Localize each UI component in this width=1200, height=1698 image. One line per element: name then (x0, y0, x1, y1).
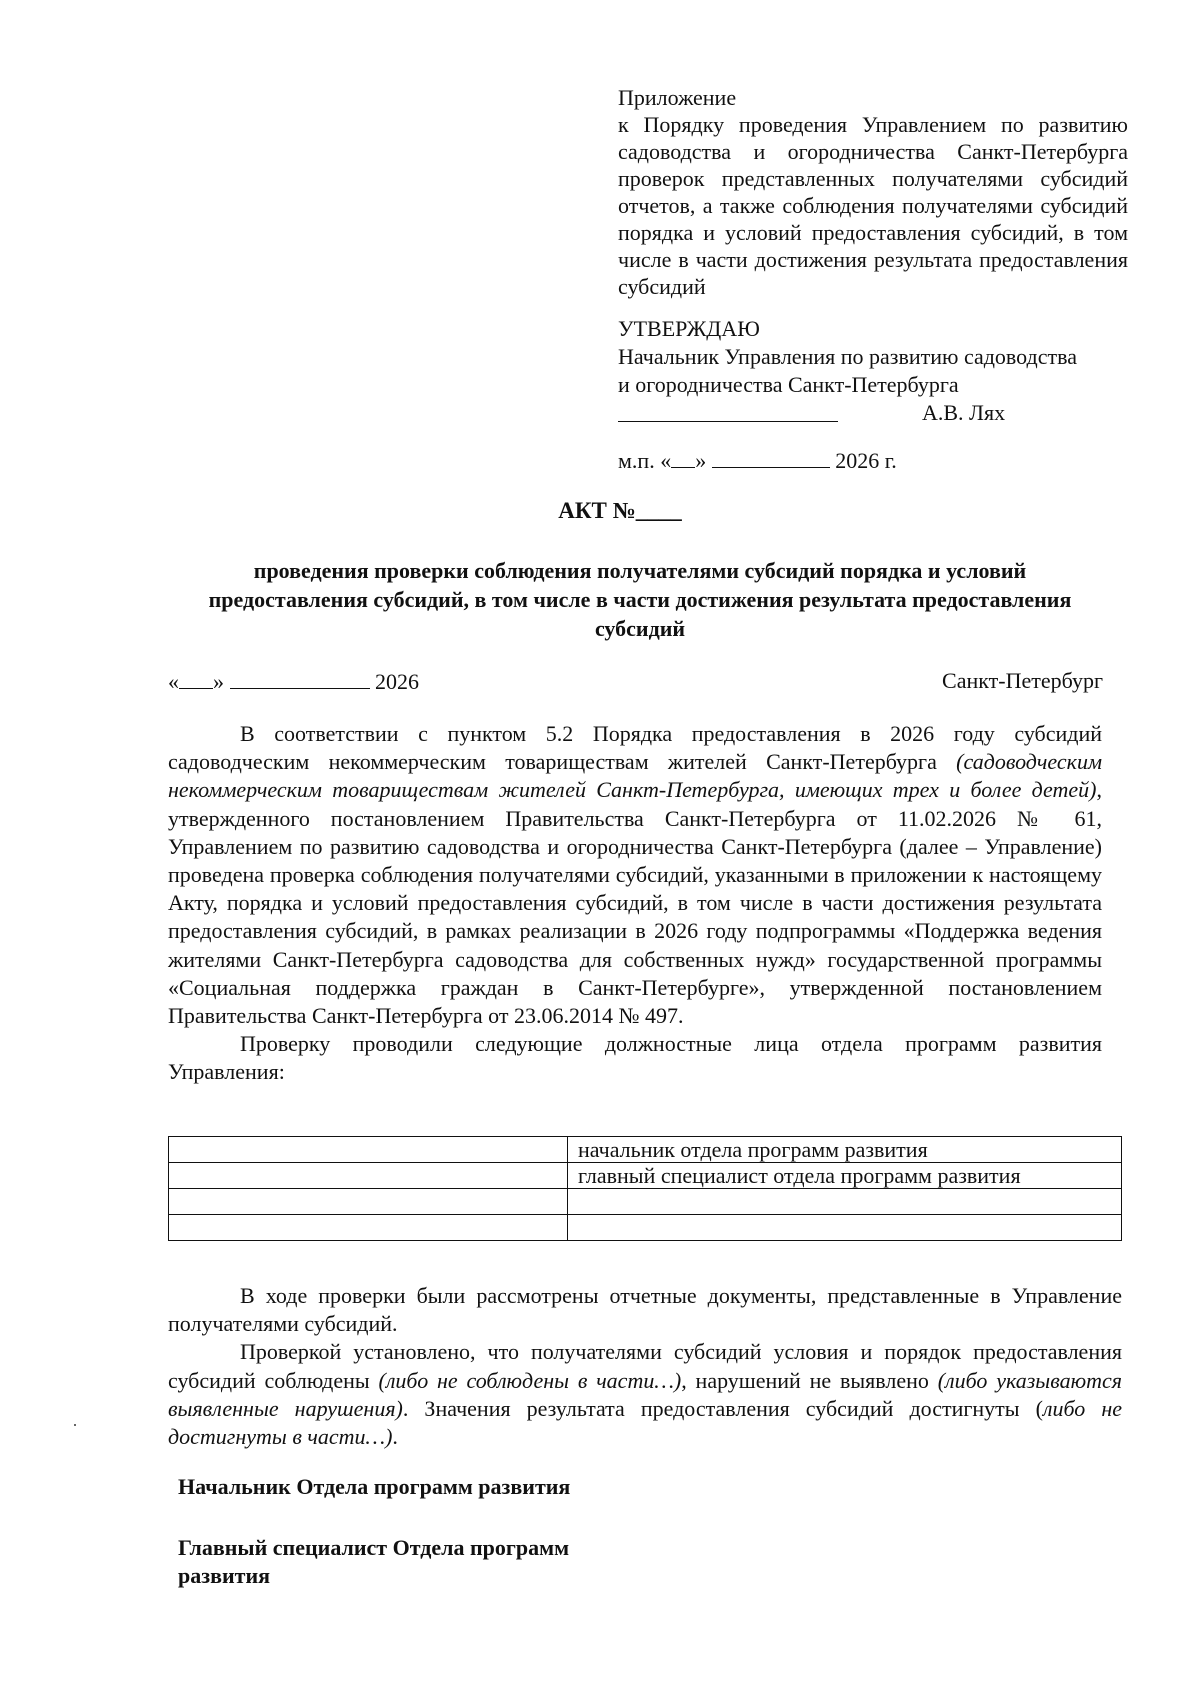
date-year: 2026 (375, 669, 419, 694)
stamp-day-blank (671, 447, 695, 468)
official-position-cell (568, 1215, 1122, 1241)
official-name-cell (169, 1137, 568, 1163)
approval-heading: УТВЕРЖДАЮ (618, 316, 760, 341)
date-close-quote: » (213, 669, 224, 694)
approval-position-line2: и огородничества Санкт-Петербурга (618, 372, 959, 397)
act-subtitle: проведения проверки соблюдения получателями субсидий порядка и условий предоставления субсидий, в том числе в части достижения результата предоставления субсидий (208, 558, 1072, 641)
stamp-month-blank (712, 447, 830, 468)
official-name-cell (169, 1163, 568, 1189)
stamp-date-line (618, 447, 897, 474)
p4-italic-3: либо не достигнуты в части…) (168, 1395, 1122, 1450)
p4-text-a: Проверкой установлено, что получателями субсидий условия и порядок предоставления субсидий соблюдены (168, 1339, 1122, 1393)
table-row (169, 1163, 1122, 1189)
date-day-blank (179, 668, 213, 689)
p1-text-b: , утвержденного постановлением Правительства Санкт-Петербурга от 11.02.2026 № 61, Управлением по развитию садоводства и огородничества Санкт-Петербурга (далее – Управление) проведена проверка соблюдения получателями субсидий, указанными в приложении к настоящему Акту, порядка и условий предоставления субсидий, в том числе в части достижения результата предоставления субсидий, в рамках реализации в 2026 году подпрограммы «Поддержка ведения жителями Санкт-Петербурга садоводства для собственных нужд» государственной программы «Социальная поддержка граждан в Санкт-Петербурге», утвержденной постановлением Правительства Санкт-Петербурга от 23.06.2014 № 497. (168, 777, 1102, 1029)
appendix-title: Приложение (618, 85, 737, 110)
official-name-cell (169, 1189, 568, 1215)
act-date (168, 668, 419, 695)
p4-text-b: , нарушений не выявлено (681, 1367, 938, 1393)
appendix-text: к Порядку проведения Управлением по развитию садоводства и огородничества Санкт-Петербурга проверок представленных получателями субсидий отчетов, а также соблюдения получателями субсидий порядка и условий предоставления субсидий, в том числе в части достижения результата предоставления субсидий (618, 112, 1128, 299)
table-row (169, 1215, 1122, 1241)
official-position-cell: начальник отдела программ развития (568, 1137, 1122, 1163)
body-paragraph-1 (168, 720, 1102, 1030)
p4-italic-2: (либо указываются выявленные нарушения) (168, 1367, 1122, 1421)
stamp-quote-close: » (695, 448, 707, 473)
body-paragraph-2: Проверку проводили следующие должностные лица отдела программ развития Управления: (168, 1031, 1102, 1085)
p4-italic-1: (либо не соблюдены в части…) (378, 1367, 682, 1393)
p1-italic: (садоводческим некоммерческим товариществам жителей Санкт-Петербурга, имеющих трех и более детей) (168, 749, 1102, 803)
date-open-quote: « (168, 669, 179, 694)
signature-specialist: Главный специалист Отдела программ развития (178, 1535, 570, 1588)
act-body (168, 720, 1102, 1087)
act-city: Санкт-Петербург (942, 668, 1103, 693)
approval-position-line1: Начальник Управления по развитию садоводства (618, 344, 1077, 369)
table-row (169, 1137, 1122, 1163)
official-position-cell (568, 1189, 1122, 1215)
act-date-line (168, 668, 1103, 698)
approval-block (618, 315, 1138, 429)
approval-signatory: А.В. Лях (922, 400, 1006, 425)
findings-block (168, 1282, 1122, 1451)
findings-paragraph-2 (168, 1338, 1122, 1451)
signature-blank (618, 421, 838, 422)
p1-text-a: В соответствии с пунктом 5.2 Порядка предоставления в 2026 году субсидий садоводческим некоммерческим товариществам жителей Санкт-Петербурга (168, 721, 1102, 775)
stamp-year: 2026 г. (835, 448, 897, 473)
act-title: АКТ №____ (558, 498, 682, 523)
official-position-cell: главный специалист отдела программ развития (568, 1163, 1122, 1189)
date-month-blank (230, 668, 370, 689)
officials-table (168, 1136, 1122, 1241)
official-name-cell (169, 1215, 568, 1241)
p4-text-c: . Значения результата предоставления субсидий достигнуты ( (402, 1395, 1043, 1421)
stamp-prefix: м.п. « (618, 448, 672, 473)
scan-speck (74, 1424, 76, 1426)
findings-paragraph-1: В ходе проверки были рассмотрены отчетные документы, представленные в Управление получателями субсидий. (168, 1283, 1122, 1337)
approval-signature-line (618, 399, 1138, 429)
appendix-note (618, 84, 1128, 300)
table-row (169, 1189, 1122, 1215)
officials-table-body (169, 1137, 1122, 1241)
signature-head: Начальник Отдела программ развития (178, 1474, 571, 1499)
p4-text-d: . (392, 1424, 398, 1450)
